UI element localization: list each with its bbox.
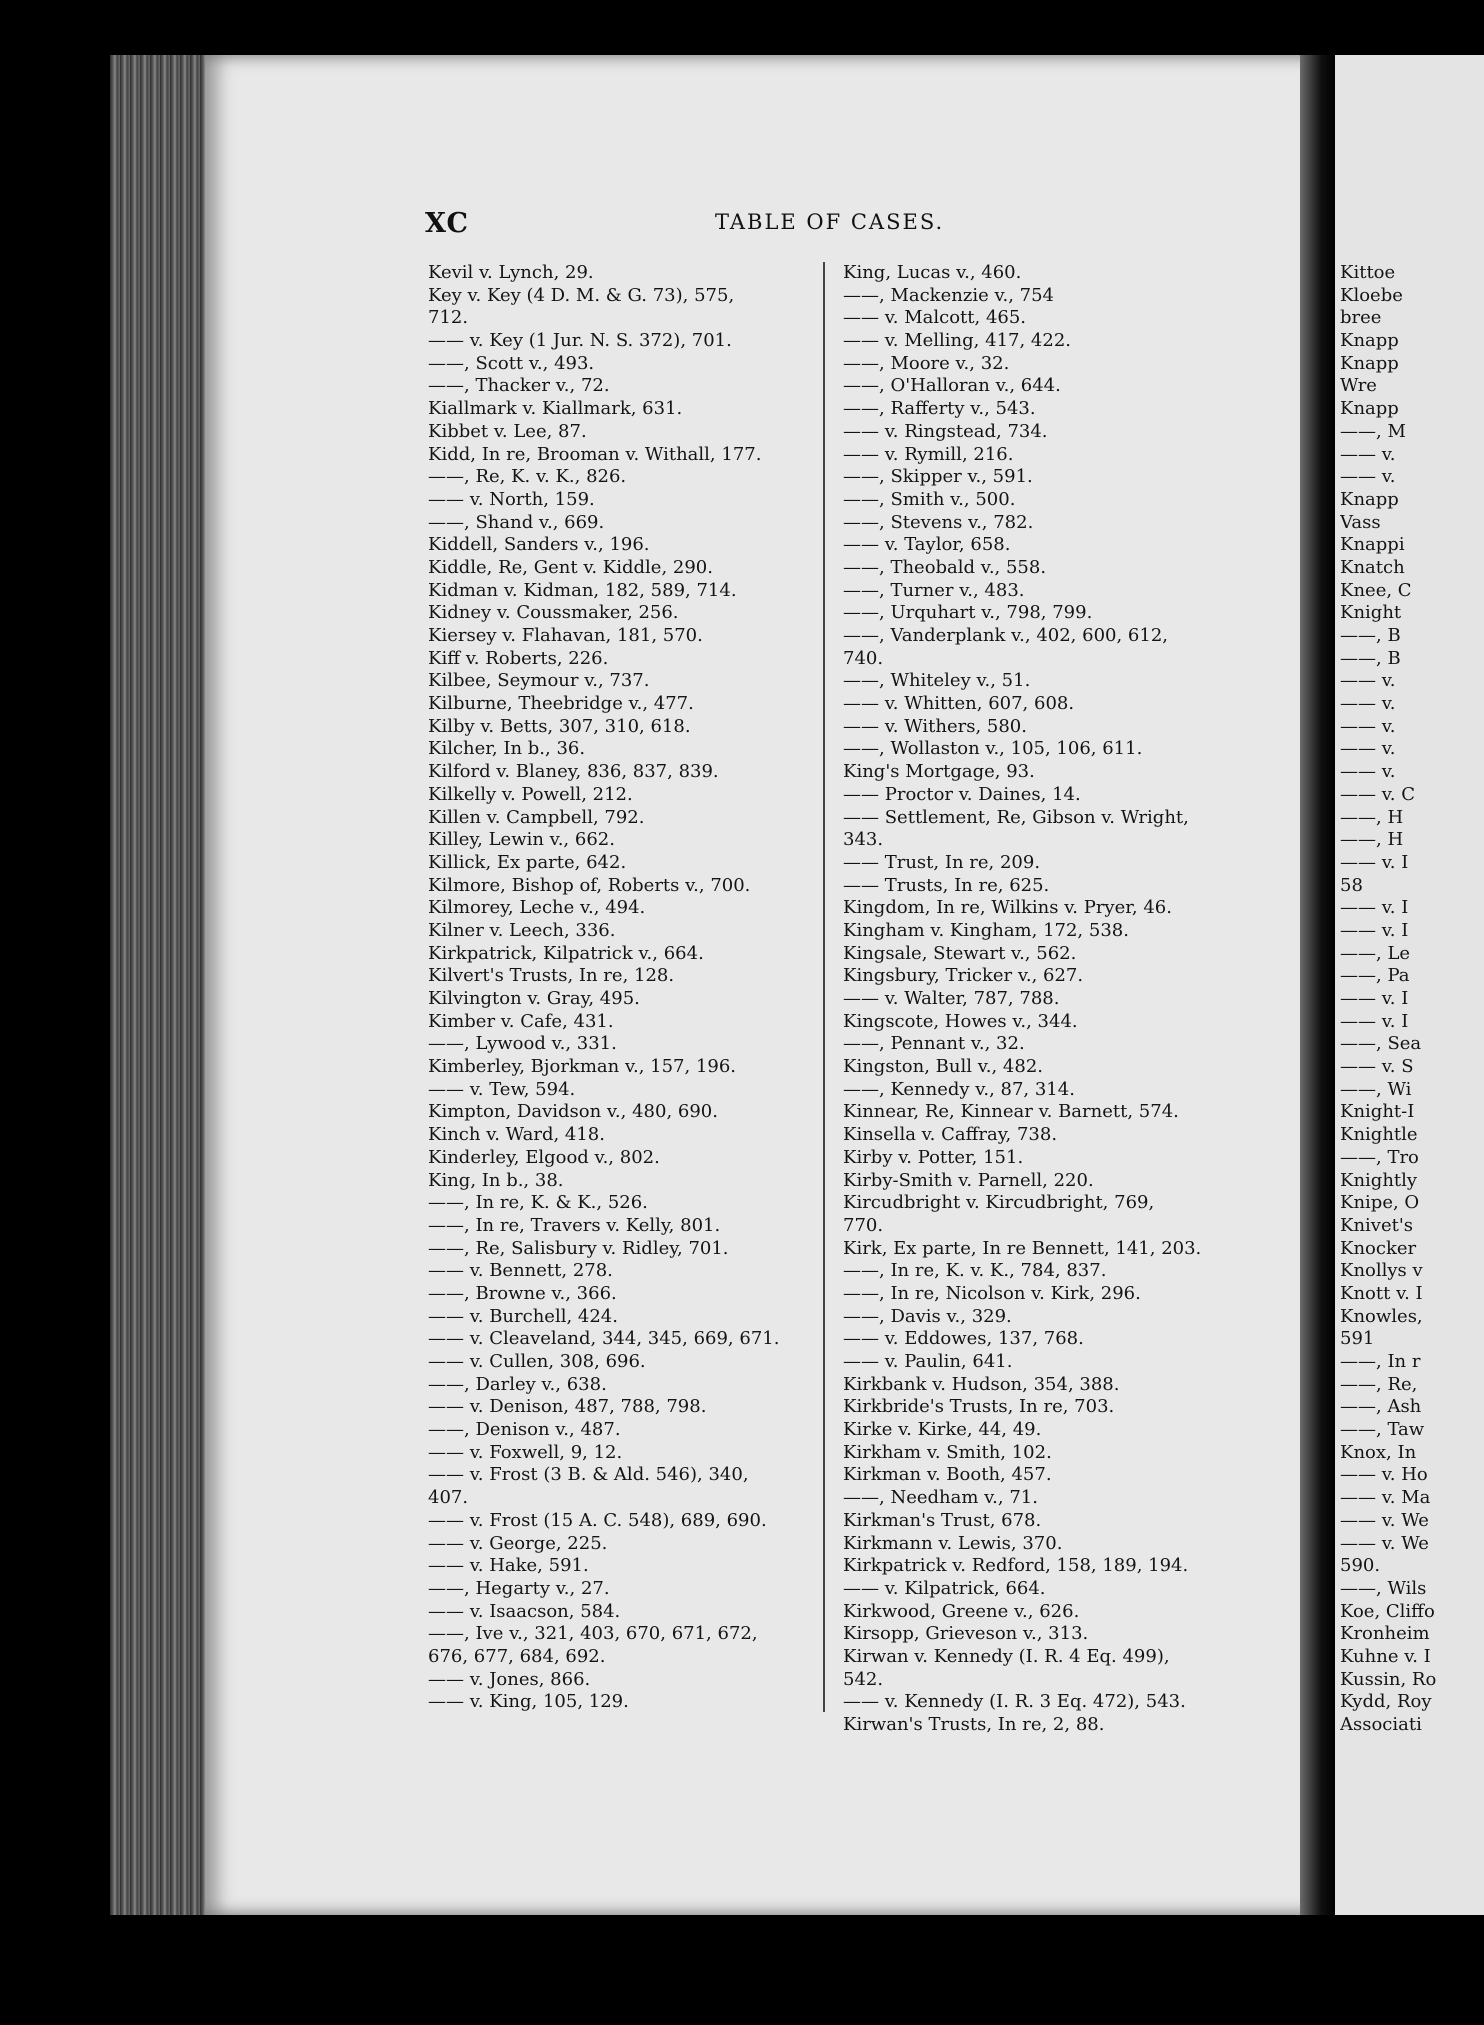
case-entry: Knapp [1340,488,1399,510]
case-entry: Kussin, Ro [1340,1668,1437,1690]
case-entry: Kingham v. Kingham, 172, 538. [843,919,1129,941]
case-entry: King, Lucas v., 460. [843,262,1022,283]
running-head: TABLE OF CASES. [715,210,945,234]
case-entry: —— v. Ma [1340,1487,1431,1509]
case-entry: ——, Needham v., 71. [843,1487,1038,1509]
case-entry: Kilby v. Betts, 307, 310, 618. [428,715,691,737]
case-entry: —— v. North, 159. [428,488,595,510]
case-entry: Killick, Ex parte, 642. [428,851,627,873]
case-entry: Kirke v. Kirke, 44, 49. [843,1419,1042,1441]
case-entry: —— v. Rymill, 216. [843,443,1014,465]
case-entry: ——, Thacker v., 72. [428,375,610,397]
case-entry: ——, Moore v., 32. [843,352,1010,374]
case-entry: Knightle [1340,1124,1418,1146]
case-entry: Kirkman's Trust, 678. [843,1509,1042,1531]
case-entry: —— Trusts, In re, 625. [843,874,1050,896]
case-entry: —— v. Denison, 487, 788, 798. [428,1396,707,1418]
case-entry: 740. [843,647,884,669]
case-entry: ——, Pa [1340,965,1410,987]
right-column-entries [843,262,1298,1737]
case-entry: ——, Re, [1340,1373,1418,1395]
case-entry: ——, Re, K. v. K., 826. [428,466,627,488]
case-entry: —— v. King, 105, 129. [428,1691,629,1713]
case-entry: —— v. S [1340,1056,1414,1078]
case-entry: Knott v. I [1340,1282,1423,1304]
case-entry: ——, Ash [1340,1396,1422,1418]
case-entry: ——, Urquhart v., 798, 799. [843,602,1093,624]
case-entry: ——, Turner v., 483. [843,579,1025,601]
case-entry: ——, Whiteley v., 51. [843,670,1031,692]
case-entry: ——, Lywood v., 331. [428,1033,617,1055]
case-entry: 676, 677, 684, 692. [428,1645,606,1667]
case-entry: Kirkbride's Trusts, In re, 703. [843,1396,1115,1418]
case-entry: ——, Ive v., 321, 403, 670, 671, 672, [428,1623,758,1645]
case-entry: Kirkman v. Booth, 457. [843,1464,1052,1486]
case-entry: Kilford v. Blaney, 836, 837, 839. [428,761,719,783]
case-entry: Kiddell, Sanders v., 196. [428,534,650,556]
case-entry: Kiddle, Re, Gent v. Kiddle, 290. [428,556,713,578]
case-entry: ——, H [1340,806,1404,828]
case-entry: Knollys v [1340,1260,1423,1282]
case-entry: ——, Vanderplank v., 402, 600, 612, [843,625,1169,646]
case-entry: —— v. Frost (15 A. C. 548), 689, 690. [428,1509,767,1531]
case-entry: ——, B [1340,647,1401,669]
facing-page-entries [1340,262,1484,1737]
case-entry: Kirwan's Trusts, In re, 2, 88. [843,1714,1105,1735]
case-entry: Kimberley, Bjorkman v., 157, 196. [428,1056,737,1078]
case-entry: King's Mortgage, 93. [843,761,1035,783]
case-entry: ——, Hegarty v., 27. [428,1577,610,1599]
case-entry: Kirkham v. Smith, 102. [843,1441,1052,1463]
case-entry: ——, Stevens v., 782. [843,511,1034,533]
case-entry: ——, Davis v., 329. [843,1305,1012,1327]
case-entry: Kronheim [1340,1623,1430,1645]
case-entry: Key v. Key (4 D. M. & G. 73), 575, [428,284,735,306]
case-entry: Kuhne v. I [1340,1645,1431,1667]
case-entry: —— v. I [1340,851,1409,873]
case-entry: Killey, Lewin v., 662. [428,829,615,851]
case-entry: ——, Kennedy v., 87, 314. [843,1078,1075,1100]
case-entry: ——, In re, K. & K., 526. [428,1192,648,1214]
case-entry: Kirkbank v. Hudson, 354, 388. [843,1373,1120,1395]
case-entry: Killen v. Campbell, 792. [428,806,645,828]
case-entry: ——, Mackenzie v., 754 [843,284,1055,306]
case-entry: —— v. I [1340,1010,1409,1032]
page-number: XC [425,208,469,239]
case-entry: Kirkwood, Greene v., 626. [843,1600,1080,1622]
case-entry: Kilburne, Theebridge v., 477. [428,693,694,715]
case-entry: Kingston, Bull v., 482. [843,1056,1043,1078]
case-entry: —— v. Burchell, 424. [428,1305,618,1327]
case-entry: ——, Wils [1340,1577,1427,1599]
case-entry: ——, Denison v., 487. [428,1419,621,1441]
case-entry: ——, Wi [1340,1078,1412,1100]
case-entry: —— v. Key (1 Jur. N. S. 372), 701. [428,330,732,352]
case-entry: —— v. Kennedy (I. R. 3 Eq. 472), 543. [843,1691,1186,1713]
case-entry: Kirsopp, Grieveson v., 313. [843,1623,1089,1645]
case-entry: Kingdom, In re, Wilkins v. Pryer, 46. [843,897,1172,919]
case-entry: —— v. [1340,738,1396,760]
case-entry: Knappi [1340,534,1405,556]
case-entry: ——, O'Halloran v., 644. [843,375,1061,397]
case-entry: 590. [1340,1555,1381,1577]
case-entry: Kinnear, Re, Kinnear v. Barnett, 574. [843,1101,1179,1123]
case-entry: Kircudbright v. Kircudbright, 769, [843,1192,1155,1214]
case-entry: Kilmorey, Leche v., 494. [428,897,646,919]
case-entry: 591 [1340,1328,1375,1350]
case-entry: Kilvert's Trusts, In re, 128. [428,965,675,987]
case-entry: Knipe, O [1340,1192,1420,1214]
case-entry: ——, Re, Salisbury v. Ridley, 701. [428,1237,729,1259]
case-entry: Knapp [1340,352,1399,374]
case-entry: ——, M [1340,420,1406,442]
case-entry: —— v. Melling, 417, 422. [843,330,1071,352]
case-entry: Kloebe [1340,284,1403,306]
case-entry: 712. [428,307,469,329]
case-entry: —— v. [1340,670,1396,692]
case-entry: ——, In re, Nicolson v. Kirk, 296. [843,1282,1141,1304]
case-entry: Kilkelly v. Powell, 212. [428,783,633,805]
case-entry: —— v. Jones, 866. [428,1668,591,1690]
book-page-edges [110,55,212,1915]
case-entry: —— v. Ho [1340,1464,1428,1486]
case-entry: —— v. [1340,693,1396,715]
case-entry: ——, In re, K. v. K., 784, 837. [843,1260,1107,1282]
case-entry: —— v. Whitten, 607, 608. [843,693,1075,715]
case-entry: ——, H [1340,829,1404,851]
case-entry: Kiff v. Roberts, 226. [428,647,609,669]
case-entry: —— v. [1340,715,1396,737]
case-entry: —— v. Isaacson, 584. [428,1600,621,1622]
case-entry: Kevil v. Lynch, 29. [428,262,594,283]
case-entry: ——, Taw [1340,1419,1425,1441]
case-entry: —— v. Tew, 594. [428,1078,576,1100]
case-entry: Kilmore, Bishop of, Roberts v., 700. [428,874,751,896]
case-entry: —— v. Kilpatrick, 664. [843,1577,1046,1599]
case-entry: —— v. [1340,466,1396,488]
case-entry: 343. [843,829,884,851]
case-entry: —— v. Cullen, 308, 696. [428,1351,646,1372]
case-entry: ——, Le [1340,942,1411,964]
case-entry: ——, Tro [1340,1146,1419,1168]
case-entry: ——, Pennant v., 32. [843,1033,1025,1055]
column-divider [823,262,825,1712]
case-entry: —— Proctor v. Daines, 14. [843,783,1081,805]
case-entry: Kibbet v. Lee, 87. [428,420,587,442]
case-entry: ——, Smith v., 500. [843,488,1016,510]
case-entry: Kinsella v. Caffray, 738. [843,1124,1058,1146]
case-entry: ——, Theobald v., 558. [843,556,1047,578]
case-entry: ——, Shand v., 669. [428,511,605,533]
case-entry: —— v. I [1340,897,1409,919]
case-entry: Kirwan v. Kennedy (I. R. 4 Eq. 499), [843,1645,1170,1667]
case-entry: Kirby v. Potter, 151. [843,1146,1024,1168]
case-entry: ——, Browne v., 366. [428,1282,617,1304]
case-entry: Kirk, Ex parte, In re Bennett, 141, 203. [843,1237,1202,1259]
case-entry: Knocker [1340,1237,1417,1259]
case-entry: 770. [843,1214,884,1236]
case-entry: Kiersey v. Flahavan, 181, 570. [428,625,703,646]
case-entry: Kimpton, Davidson v., 480, 690. [428,1101,718,1123]
case-entry: Kilbee, Seymour v., 737. [428,670,650,692]
case-entry: Kilvington v. Gray, 495. [428,988,640,1009]
case-entry: —— v. Paulin, 641. [843,1351,1013,1372]
case-entry: Kiallmark v. Kiallmark, 631. [428,398,683,420]
case-entry: ——, Sea [1340,1033,1422,1055]
case-entry: Kidd, In re, Brooman v. Withall, 177. [428,443,762,465]
case-entry: Knivet's [1340,1214,1414,1236]
case-entry: Kirkpatrick v. Redford, 158, 189, 194. [843,1555,1189,1577]
case-entry: Associati [1340,1714,1422,1735]
case-entry: Kirby-Smith v. Parnell, 220. [843,1169,1094,1191]
case-entry: ——, Darley v., 638. [428,1373,607,1395]
case-entry: Kidman v. Kidman, 182, 589, 714. [428,579,737,601]
case-entry: King, In b., 38. [428,1169,564,1191]
case-entry: ——, Wollaston v., 105, 106, 611. [843,738,1143,760]
case-entry: —— v. Bennett, 278. [428,1260,613,1282]
case-entry: Kinch v. Ward, 418. [428,1124,605,1146]
case-entry: ——, Rafferty v., 543. [843,398,1036,420]
case-entry: —— v. Cleaveland, 344, 345, 669, 671. [428,1328,780,1350]
case-entry: —— v. Eddowes, 137, 768. [843,1328,1084,1350]
case-entry: ——, In re, Travers v. Kelly, 801. [428,1214,721,1236]
case-entry: —— v. Frost (3 B. & Ald. 546), 340, [428,1464,749,1486]
case-entry: —— v. Taylor, 658. [843,534,1011,556]
case-entry: —— v. I [1340,919,1409,941]
case-entry: Kimber v. Cafe, 431. [428,1010,614,1032]
case-entry: Knapp [1340,330,1399,352]
case-entry: Wre [1340,375,1377,397]
case-entry: Knight-I [1340,1101,1415,1123]
case-entry: ——, Skipper v., 591. [843,466,1033,488]
case-entry: —— v. We [1340,1509,1429,1531]
book-gutter [1300,55,1335,1915]
case-entry: Knowles, [1340,1305,1423,1327]
case-entry: ——, Scott v., 493. [428,352,595,374]
case-entry: —— v. [1340,761,1396,783]
case-entry: —— v. Foxwell, 9, 12. [428,1441,623,1463]
case-entry: Knox, In [1340,1441,1417,1463]
case-entry: Kingscote, Howes v., 344. [843,1010,1078,1032]
case-entry: Kilner v. Leech, 336. [428,919,616,941]
case-entry: —— Settlement, Re, Gibson v. Wright, [843,806,1189,828]
case-entry: Kinderley, Elgood v., 802. [428,1146,660,1168]
case-entry: —— v. Withers, 580. [843,715,1027,737]
case-entry: Knight [1340,602,1402,624]
page-header [425,208,1295,238]
case-entry: 58 [1340,874,1363,896]
case-entry: Kingsbury, Tricker v., 627. [843,965,1084,987]
case-entry: Knee, C [1340,579,1412,601]
case-entry: bree [1340,307,1382,329]
case-entry: —— v. Walter, 787, 788. [843,988,1060,1009]
case-entry: Kilcher, In b., 36. [428,738,586,760]
case-entry: Kittoe [1340,262,1396,283]
left-column-entries [428,262,823,1714]
case-entry: 542. [843,1668,884,1690]
case-entry: 407. [428,1487,469,1509]
case-entry: Kirkmann v. Lewis, 370. [843,1532,1063,1554]
case-entry: Knatch [1340,556,1405,578]
case-entry: Kidney v. Coussmaker, 256. [428,602,679,624]
case-entry: —— Trust, In re, 209. [843,851,1041,873]
case-entry: Koe, Cliffo [1340,1600,1435,1622]
case-entry: —— v. I [1340,988,1409,1009]
case-entry: Knightly [1340,1169,1418,1191]
case-entry: Knapp [1340,398,1399,420]
case-entry: —— v. [1340,443,1396,465]
case-entry: —— v. C [1340,783,1415,805]
case-entry: Vass [1340,511,1381,533]
case-entry: —— v. Hake, 591. [428,1555,589,1577]
case-entry: Kirkpatrick, Kilpatrick v., 664. [428,942,704,964]
case-entry: ——, In r [1340,1351,1421,1372]
case-entry: Kingsale, Stewart v., 562. [843,942,1077,964]
case-entry: —— v. George, 225. [428,1532,608,1554]
case-entry: ——, B [1340,625,1401,646]
case-entry: Kydd, Roy [1340,1691,1432,1713]
case-entry: —— v. Ringstead, 734. [843,420,1048,442]
case-entry: —— v. Malcott, 465. [843,307,1027,329]
case-entry: —— v. We [1340,1532,1429,1554]
